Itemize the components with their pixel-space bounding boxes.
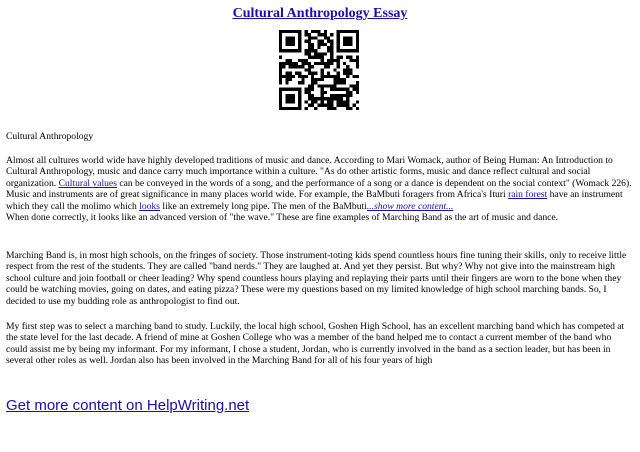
paragraph-1-text-a: Almost all cultures world wide have highly developed traditions of music and dance. According to Mari Womack, author of Being Human: An Introduction to Cultural Anthropology, music and dance carry much importance within a culture. "As do other artistic forms, music and dance reflect cultural and social organization.: [6, 155, 613, 189]
show-more-link[interactable]: ...show more content...: [366, 200, 454, 212]
paragraph-1-text-d: like an extremely long pipe. The men of the BaMbuti: [160, 200, 367, 212]
essay-title[interactable]: Cultural Anthropology Essay: [232, 6, 408, 21]
paragraph-3: My first step was to select a marching band to study. Luckily, the local high school, Goshen High School, has an excellent marching band which has competed at the state level for the last decade. A friend of mine at Goshen College who was a member of the band helped me to contact a current member of the band who could assist me by being my informant. For my informant, I chose a student, Jordan, who is currently involved in the band as a section leader, but has been in several other roles as well. Jordan also has been involved in the Marching Band for all of his four years of high: [6, 321, 625, 367]
paragraph-1-text-b: can be conveyed in the words of a song, and the performance of a song or a dance is dependent on the social context" (Womack 226). Music and instruments are of great significance in many places world wide. For example, the BaMbuti foragers from Africa's Ituri: [6, 177, 632, 201]
paragraph-2: Marching Band is, in most high schools, on the fringes of society. Those instrument-toting kids spend countless hours fine tuning their skills, only to receive little respect from the rest of the students. They are called "band nerds." They are laughed at. And yet they persist. But why? Why not give into the mainstream high school culture and join football or cheer leading? Why spend countless hours playing and replaying their parts until their fingers are worn to the bone when they could be watching movies, going on dates, and eating pizza? These were my questions based on my limited knowledge of high school marching bands. So, I decided to use my budding role as anthropologist to find out.: [6, 250, 627, 307]
paragraph-1: [6, 155, 632, 223]
qr-code-icon: [279, 30, 359, 110]
link-rain-forest[interactable]: rain forest: [508, 189, 548, 201]
link-cultural-values[interactable]: Cultural values: [58, 177, 117, 189]
essay-heading: Cultural Anthropology: [6, 131, 94, 142]
link-looks[interactable]: looks: [139, 200, 161, 212]
paragraph-1-text-c: have an instrument which they call the molimo which: [6, 189, 623, 212]
get-more-content-link[interactable]: Get more content on HelpWriting.net: [6, 397, 250, 414]
paragraph-1-text-e: When done correctly, it looks like an advanced version of "the wave." These are fine examples of Marching Band as the art of music and dance.: [6, 212, 559, 224]
